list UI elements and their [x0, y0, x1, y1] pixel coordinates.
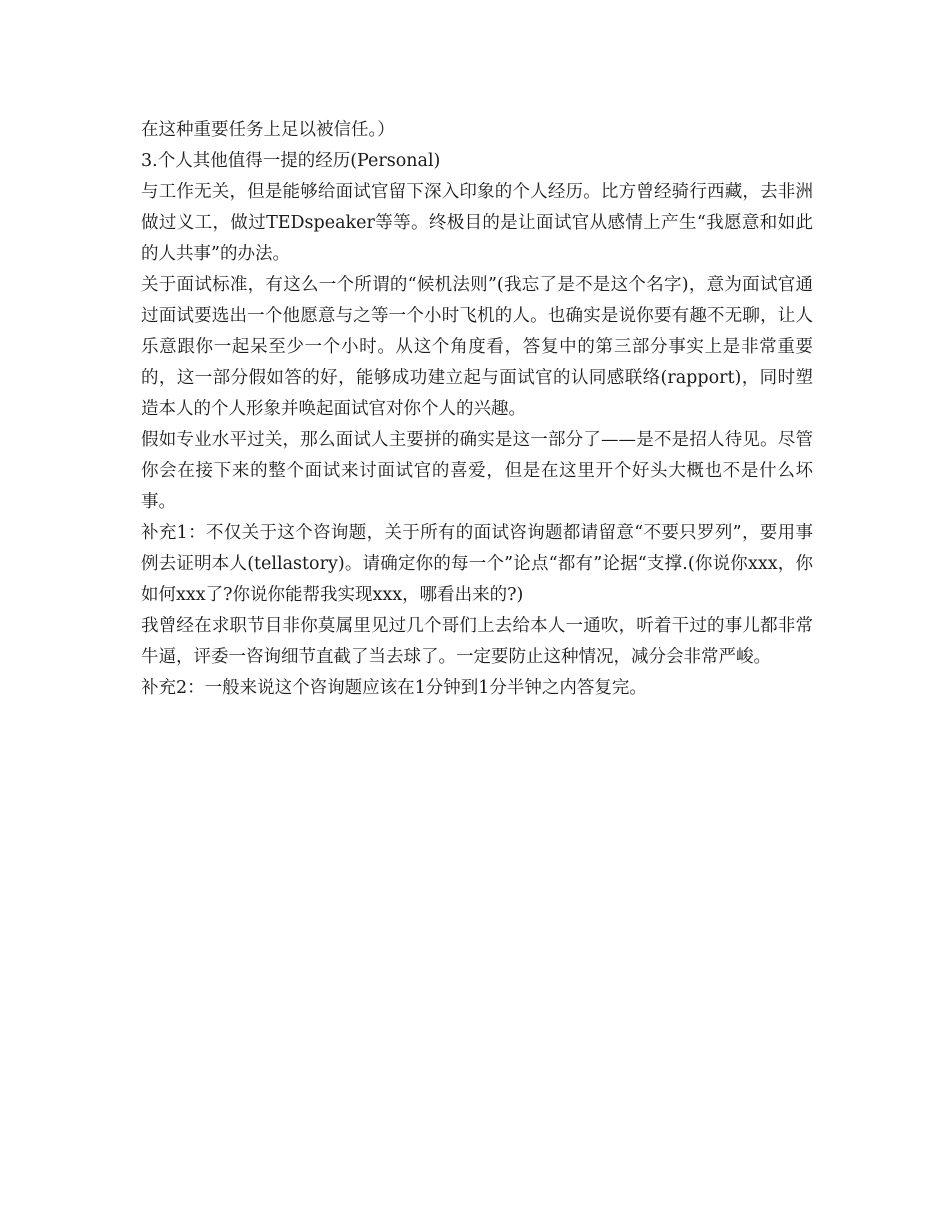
paragraph-supplement-1: 补充1：不仅关于这个咨询题，关于所有的面试咨询题都请留意“不要只罗列”，要用事例去证明本人(tellastory)。请确定你的每一个”论点“都有”论据“支撑.(你说你xxx，你如何xxx了?你说你能帮我实现xxx，哪看出来的?) — [141, 523, 813, 605]
paragraph-likeability: 假如专业水平过关，那么面试人主要拼的确实是这一部分了——是不是招人待见。尽管你会在接下来的整个面试来讨面试官的喜爱，但是在这里开个好头大概也不是什么坏事。 — [141, 430, 813, 512]
paragraph-supplement-2: 补充2：一般来说这个咨询题应该在1分钟到1分半钟之内答复完。 — [141, 678, 647, 698]
paragraph-continuation: 在这种重要任务上足以被信任。） — [141, 120, 395, 140]
document-body — [141, 115, 813, 704]
paragraph-airport-rule: 关于面试标准，有这么一个所谓的“候机法则”(我忘了是不是这个名字)，意为面试官通过面试要选出一个他愿意与之等一个小时飞机的人。也确实是说你要有趣不无聊，让人乐意跟你一起呆至少一个小时。从这个角度看，答复中的第三部分事实上是非常重要的，这一部分假如答的好，能够成功建立起与面试官的认同感联络(rapport)，同时塑造本人的个人形象并唤起面试官对你个人的兴趣。 — [141, 275, 813, 419]
paragraph-personal-experience: 与工作无关，但是能够给面试官留下深入印象的个人经历。比方曾经骑行西藏，去非洲做过义工，做过TEDspeaker等等。终极目的是让面试官从感情上产生“我愿意和如此的人共事”的办法。 — [141, 182, 813, 264]
section-heading-personal: 3.个人其他值得一提的经历(Personal) — [141, 151, 441, 171]
paragraph-tv-show-example: 我曾经在求职节目非你莫属里见过几个哥们上去给本人一通吹，听着干过的事儿都非常牛逼，评委一咨询细节直截了当去球了。一定要防止这种情况，减分会非常严峻。 — [141, 616, 813, 667]
